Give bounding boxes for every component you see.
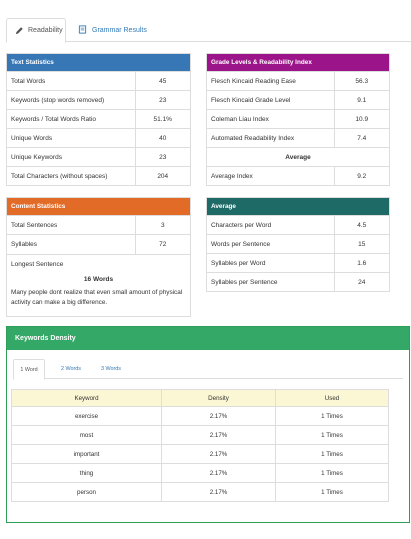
result-tabs: [6, 18, 411, 42]
text-stat-row: [7, 110, 190, 129]
stat-label: Words per Sentence: [207, 235, 334, 254]
stat-value: 7.4: [334, 129, 389, 148]
grade-level-row: [207, 72, 389, 91]
keyword-density-cell: 2.17%: [162, 426, 276, 445]
keyword-used-cell: 1 Times: [276, 464, 389, 483]
tab-readability-label: Readability: [28, 27, 63, 34]
keyword-used-cell: 1 Times: [276, 426, 389, 445]
stat-label: Total Sentences: [7, 216, 135, 235]
grade-average-heading: Average: [207, 148, 389, 167]
stat-value: 45: [135, 72, 190, 91]
text-stat-row: [7, 91, 190, 110]
stat-value: 15: [334, 235, 389, 254]
content-stat-row: [7, 216, 190, 235]
grade-levels-title: Grade Levels & Readability Index: [207, 54, 389, 71]
stat-label: Syllables per Word: [207, 254, 334, 273]
stat-value: 23: [135, 91, 190, 110]
keywords-table: [11, 389, 389, 502]
stat-value: 40: [135, 129, 190, 148]
keyword-keyword-cell: person: [12, 483, 162, 502]
grade-level-row: [207, 110, 389, 129]
grade-level-row: [207, 91, 389, 110]
keywords-density-title: Keywords Density: [7, 327, 409, 350]
longest-sentence-text: Many people dont realize that even small amount of physical activity can make a big difference.: [11, 288, 183, 306]
average-row: [207, 254, 389, 273]
keywords-table-header: [12, 390, 389, 407]
text-stat-row: [7, 167, 190, 186]
keyword-used-cell: 1 Times: [276, 407, 389, 426]
keywords-density-tabs: [13, 359, 403, 379]
column-used: Used: [276, 390, 389, 407]
keyword-row: [12, 426, 389, 445]
average-row: [207, 235, 389, 254]
average-table: [207, 215, 389, 292]
stat-value: 3: [135, 216, 190, 235]
keywords-density-panel: [6, 326, 410, 523]
stat-label: Coleman Liau Index: [207, 110, 334, 129]
average-row: [207, 273, 389, 292]
content-statistics-title: Content Statistics: [7, 198, 190, 215]
average-title: Average: [207, 198, 389, 215]
average-row: [207, 216, 389, 235]
grade-average-row: [207, 167, 389, 186]
stat-label: Flesch Kincaid Reading Ease: [207, 72, 334, 91]
text-statistics-table: [7, 71, 190, 186]
tab-2-words[interactable]: 2 Words: [61, 366, 81, 372]
stat-label: Keywords / Total Words Ratio: [7, 110, 135, 129]
grade-levels-panel: [206, 53, 390, 186]
grade-levels-table: [207, 71, 389, 186]
keyword-row: [12, 445, 389, 464]
tab-grammar-results[interactable]: [70, 18, 155, 42]
column-density: Density: [162, 390, 276, 407]
keyword-row: [12, 407, 389, 426]
keyword-keyword-cell: exercise: [12, 407, 162, 426]
longest-sentence-label: Longest Sentence: [7, 254, 190, 273]
grade-average-heading-row: [207, 148, 389, 167]
stat-label: Flesch Kincaid Grade Level: [207, 91, 334, 110]
keyword-row: [12, 464, 389, 483]
keyword-keyword-cell: most: [12, 426, 162, 445]
text-statistics-panel: [6, 53, 191, 186]
tab-3-words[interactable]: 3 Words: [101, 366, 121, 372]
content-stat-row: [7, 235, 190, 254]
pencil-icon: [15, 26, 24, 36]
stat-value: 4.5: [334, 216, 389, 235]
stat-label: Syllables per Sentence: [207, 273, 334, 292]
text-stat-row: [7, 72, 190, 91]
keyword-density-cell: 2.17%: [162, 407, 276, 426]
keyword-keyword-cell: important: [12, 445, 162, 464]
content-statistics-panel: [6, 197, 191, 317]
text-stat-row: [7, 148, 190, 167]
stat-label: Characters per Word: [207, 216, 334, 235]
column-keyword: Keyword: [12, 390, 162, 407]
keyword-keyword-cell: thing: [12, 464, 162, 483]
stat-label: Average Index: [207, 167, 334, 186]
stat-value: 51.1%: [135, 110, 190, 129]
keyword-density-cell: 2.17%: [162, 483, 276, 502]
stat-label: Automated Readability Index: [207, 129, 334, 148]
keyword-used-cell: 1 Times: [276, 445, 389, 464]
stat-label: Total Characters (without spaces): [7, 167, 135, 186]
document-icon: [78, 25, 88, 35]
stat-label: Total Words: [7, 72, 135, 91]
keyword-density-cell: 2.17%: [162, 464, 276, 483]
tab-grammar-results-label: Grammar Results: [92, 26, 147, 34]
stat-label: Unique Keywords: [7, 148, 135, 167]
stat-value: 23: [135, 148, 190, 167]
stat-label: Keywords (stop words removed): [7, 91, 135, 110]
keyword-used-cell: 1 Times: [276, 483, 389, 502]
text-stat-row: [7, 129, 190, 148]
content-statistics-table: [7, 215, 190, 254]
stat-label: Syllables: [7, 235, 135, 254]
stat-value: 1.6: [334, 254, 389, 273]
tab-readability[interactable]: [6, 18, 66, 43]
tab-1-word[interactable]: 1 Word: [13, 359, 45, 380]
stat-value: 204: [135, 167, 190, 186]
stat-value: 9.2: [334, 167, 389, 186]
stat-value: 10.9: [334, 110, 389, 129]
stat-value: 72: [135, 235, 190, 254]
average-panel: [206, 197, 390, 292]
text-statistics-title: Text Statistics: [7, 54, 190, 71]
grade-level-row: [207, 129, 389, 148]
stat-value: 56.3: [334, 72, 389, 91]
stat-value: 9.1: [334, 91, 389, 110]
stat-label: Unique Words: [7, 129, 135, 148]
longest-sentence-count: 16 Words: [83, 275, 114, 283]
stat-value: 24: [334, 273, 389, 292]
keyword-row: [12, 483, 389, 502]
keyword-density-cell: 2.17%: [162, 445, 276, 464]
